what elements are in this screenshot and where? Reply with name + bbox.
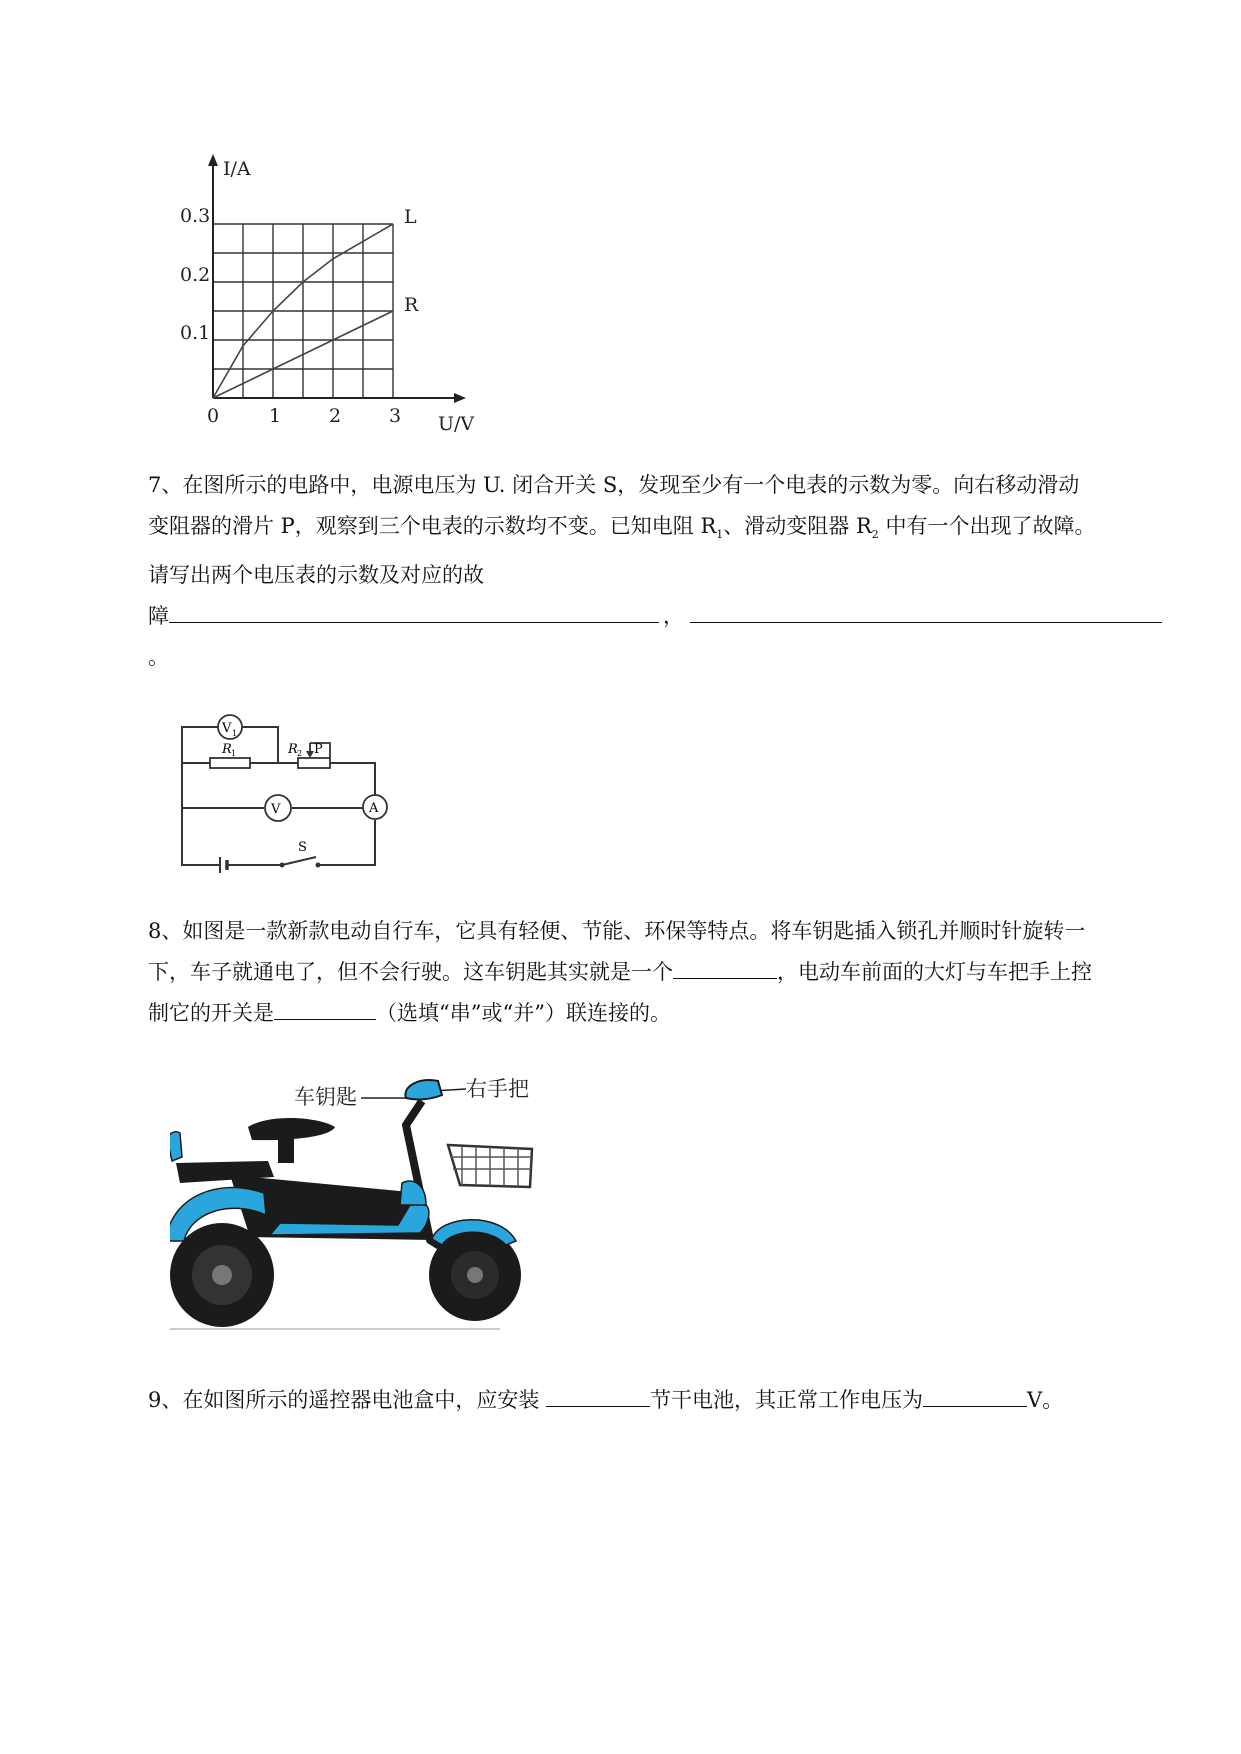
q7-separator: ， [663, 604, 684, 629]
y-axis-label: I/A [223, 158, 251, 180]
q7-answer-blank-2[interactable] [690, 596, 1162, 623]
x-tick-label: 0 [207, 405, 220, 427]
q7-line-2a: 变阻器的滑片 P，观察到三个电表的示数均不变。已知电阻 R [148, 514, 717, 538]
x-axis-label: U/V [438, 413, 475, 435]
q8-line-2a: 下，车子就通电了，但不会行驶。这车钥匙其实就是一个 [148, 960, 673, 984]
rheostat-r2 [287, 742, 330, 768]
q9-text-a: 9、在如图所示的遥控器电池盒中，应安装 [148, 1388, 547, 1412]
electric-bike-image [170, 1065, 550, 1345]
y-axis-arrow [208, 154, 218, 166]
v1-sub: 1 [232, 729, 238, 738]
handle-label: 右手把 [466, 1077, 529, 1101]
q7-sub-2: 2 [871, 528, 879, 542]
q7-line-3: 请写出两个电压表的示数及对应的故 [148, 563, 484, 588]
ammeter-a [363, 795, 387, 819]
bike-seat-post [278, 1139, 294, 1163]
bike-handlebar [405, 1080, 442, 1099]
q9-answer-blank-1[interactable] [546, 1380, 650, 1407]
v1-label: V [222, 721, 232, 736]
q7-answer-blank-1[interactable] [169, 596, 659, 623]
x-tick-label: 3 [389, 405, 402, 427]
slider-p-label: P [314, 742, 323, 757]
x-axis-arrow [454, 393, 466, 403]
switch-s [280, 840, 321, 868]
q7-line-4-prefix: 障 [148, 604, 169, 629]
switch-label: S [298, 840, 307, 855]
y-tick-label: 0.2 [180, 264, 211, 286]
q8-line-2b: ，电动车前面的大灯与车把手上控 [777, 960, 1092, 984]
q7-line-2 [148, 506, 1158, 555]
iu-graph [170, 150, 490, 440]
q8-answer-blank-1[interactable] [673, 952, 777, 979]
q8-line-3a: 制它的开关是 [148, 1001, 274, 1025]
q9-text-b: 节干电池，其正常工作电压为 [650, 1388, 924, 1412]
q8-line-2 [148, 952, 1158, 993]
bike-seat [248, 1118, 335, 1140]
q7-line-4 [148, 596, 1158, 637]
r2-label: R [288, 742, 298, 757]
q7-sub-1: 1 [716, 528, 724, 542]
question-7 [148, 465, 1158, 678]
q9-text-c: V。 [1027, 1388, 1064, 1412]
v-label: V [271, 802, 281, 817]
y-tick-label: 0.3 [180, 205, 211, 227]
voltmeter-v1 [218, 715, 242, 739]
bike-rear-wheel [170, 1223, 274, 1327]
question-8 [148, 911, 1158, 1034]
x-tick-label: 2 [329, 405, 342, 427]
bike-basket [448, 1145, 532, 1187]
r1-label: R [222, 742, 232, 757]
curve-label-r: R [404, 294, 419, 316]
battery [220, 857, 240, 873]
q8-line-3b: （选填“串”或“并”）联连接的。 [376, 1001, 671, 1025]
q8-answer-blank-2[interactable] [274, 993, 376, 1020]
r2-sub: 2 [297, 749, 303, 758]
q9-answer-blank-2[interactable] [923, 1380, 1027, 1407]
q7-line-5: 。 [148, 645, 169, 670]
voltmeter-v [265, 795, 291, 821]
question-9 [148, 1380, 1158, 1421]
key-label: 车钥匙 [294, 1085, 357, 1109]
x-tick-label: 1 [269, 405, 282, 427]
q8-line-3 [148, 993, 1158, 1034]
q7-line-2b: 、滑动变阻器 R [723, 514, 872, 538]
r1-sub: 1 [231, 749, 237, 758]
y-tick-label: 0.1 [180, 322, 211, 344]
ammeter-label: A [369, 801, 379, 816]
bike-backrest [170, 1132, 182, 1161]
q7-line-1: 7、在图所示的电路中，电源电压为 U. 闭合开关 S，发现至少有一个电表的示数为零。向右移动滑动 [148, 473, 1080, 497]
resistor-r1 [210, 742, 250, 768]
q7-line-2c: 中有一个出现了故障。 [878, 514, 1096, 538]
q9-line [148, 1380, 1158, 1421]
curve-label-l: L [404, 206, 417, 228]
q8-line-1: 8、如图是一款新款电动自行车，它具有轻便、节能、环保等特点。将车钥匙插入锁孔并顺时针旋转一 [148, 919, 1086, 943]
graph-grid [213, 224, 393, 398]
circuit-diagram [170, 705, 420, 875]
circuit-wire [182, 763, 220, 865]
